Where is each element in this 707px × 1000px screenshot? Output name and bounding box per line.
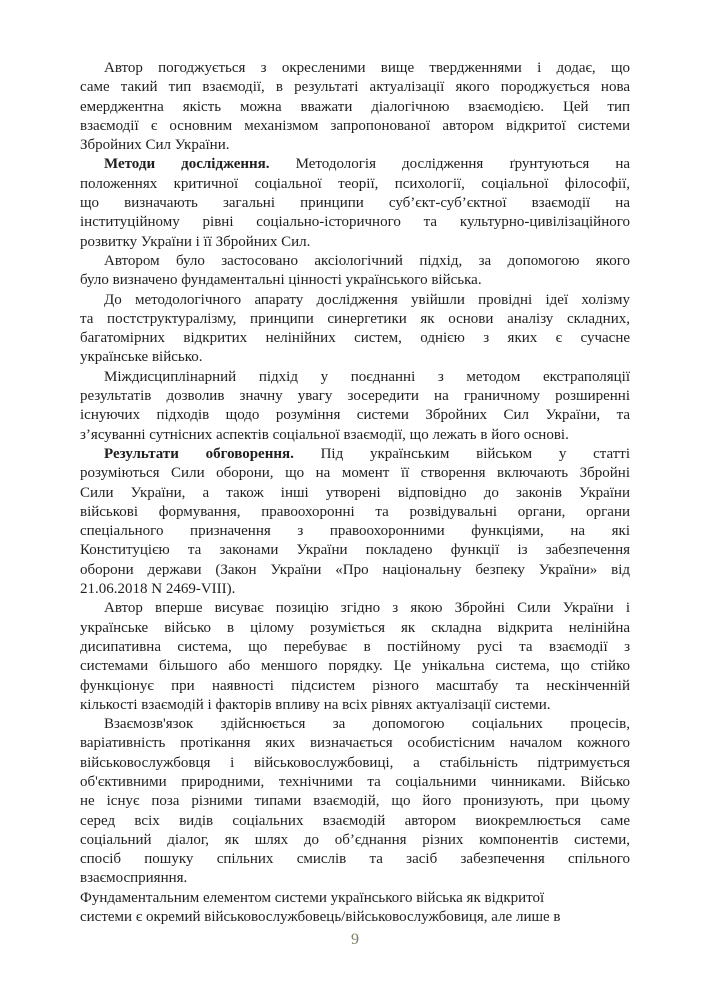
text-line xyxy=(80,869,630,888)
text-line xyxy=(80,213,630,232)
line-text: розуміються Сили оборони, що на момент її створення включають Збройні xyxy=(80,465,630,482)
text-line xyxy=(80,98,630,117)
line-text: кількості взаємодій і факторів впливу на всіх рівнях актуалізації системи. xyxy=(80,696,551,713)
text-line xyxy=(80,619,630,638)
text-line xyxy=(80,599,630,618)
text-line xyxy=(80,696,630,715)
line-text: положеннях критичної соціальної теорії, психології, соціальної філософії, xyxy=(80,175,630,192)
line-text: не існує поза різними типами взаємодій, що його пронизують, при цьому xyxy=(80,793,630,810)
text-line xyxy=(80,464,630,483)
line-text: системи є окремий військовослужбовець/військовослужбовиця, але лише в xyxy=(80,909,561,926)
text-line xyxy=(80,291,630,310)
line-text: спеціального призначення з правоохоронними функціями, на які xyxy=(80,523,630,540)
text-line xyxy=(80,734,630,753)
line-text: функціонує при наявності підсистем різного масштабу та нескінченній xyxy=(80,677,630,694)
line-text: До методологічного апарату дослідження увійшли провідні ідеї холізму xyxy=(104,291,630,308)
line-text: Фундаментальним елементом системи українського війська як відкритої xyxy=(80,889,545,906)
line-text: було визначено фундаментальні цінності українського війська. xyxy=(80,272,482,289)
line-text: Збройних Сил України. xyxy=(80,137,230,154)
text-line xyxy=(80,754,630,773)
line-text: Автором було застосовано аксіологічний підхід, за допомогою якого xyxy=(104,252,630,269)
line-text: спосіб пошуку спільних смислів та засіб забезпечення спільного xyxy=(80,851,630,868)
text-line xyxy=(80,155,630,174)
text-line xyxy=(80,233,630,252)
text-line xyxy=(80,638,630,657)
text-line xyxy=(80,329,630,348)
line-text: Методологія дослідження ґрунтуються на xyxy=(295,156,630,173)
text-line xyxy=(80,503,630,522)
text-line xyxy=(80,889,630,908)
section-heading: Результати обговорення. xyxy=(104,445,294,462)
line-text: з’ясуванні сутнісних аспектів соціальної взаємодії, що лежать в його основі. xyxy=(80,426,569,443)
text-line xyxy=(80,78,630,97)
text-line xyxy=(80,445,630,464)
paragraph xyxy=(80,889,630,928)
text-line xyxy=(80,831,630,850)
line-text: що визначають загальні принципи суб’єкт-суб’єктної взаємодії на xyxy=(80,195,630,212)
line-text: розвитку України і її Збройних Сил. xyxy=(80,233,311,250)
line-text: Взаємозв'язок здійснюється за допомогою соціальних процесів, xyxy=(104,716,630,733)
line-text: Автор погоджується з окресленими вище твердженнями і додає, що xyxy=(104,60,630,76)
line-text: багатомірних відкритих нелінійних систем, однією з яких є сучасне xyxy=(80,330,630,347)
line-text: варіативність протікання яких визначається особистісним началом кожного xyxy=(80,735,630,752)
text-line xyxy=(80,908,630,927)
line-text: Під українським військом у статті xyxy=(320,445,630,462)
text-line xyxy=(80,561,630,580)
line-text: саме такий тип взаємодії, в результаті актуалізації якого породжується нова xyxy=(80,79,630,96)
line-text: українське військо. xyxy=(80,349,203,366)
line-text: військові формування, правоохоронні та розвідувальні органи, органи xyxy=(80,503,630,520)
line-text: соціальний діалог, як шлях до об’єднання різних компонентів системи, xyxy=(80,831,630,848)
line-text: оборони держави (Закон України «Про національну безпеку України» від xyxy=(80,561,630,578)
paragraph xyxy=(80,291,630,368)
text-line xyxy=(80,812,630,831)
line-text: взаємосприяння. xyxy=(80,870,188,887)
text-line xyxy=(80,387,630,406)
line-text: Автор вперше висуває позицію згідно з якою Збройні Сили України і xyxy=(104,600,630,617)
text-line xyxy=(80,310,630,329)
text-line xyxy=(80,715,630,734)
text-line xyxy=(80,677,630,696)
line-text: результатів дозволив значну увагу зосередити на граничному розширенні xyxy=(80,388,630,405)
text-line xyxy=(80,175,630,194)
line-text: емерджентна якість можна вважати діалогічною взаємодією. Цей тип xyxy=(80,98,630,115)
paragraph xyxy=(80,445,630,599)
text-line xyxy=(80,368,630,387)
text-line xyxy=(80,406,630,425)
line-text: серед всіх видів соціальних взаємодій автором виокремлюється саме xyxy=(80,812,630,829)
line-text: військовослужбовця і військовослужбовиці, а стабільність підтримується xyxy=(80,754,630,771)
text-line xyxy=(80,541,630,560)
line-text: 21.06.2018 N 2469-VIII). xyxy=(80,581,236,598)
text-line xyxy=(80,773,630,792)
paragraph xyxy=(80,155,630,251)
line-text: Сили України, а також інші утворені відповідно до законів України xyxy=(80,484,630,501)
text-line xyxy=(80,792,630,811)
text-line xyxy=(80,426,630,445)
text-line xyxy=(80,271,630,290)
page-number: 9 xyxy=(351,931,359,948)
paragraph xyxy=(80,599,630,715)
paragraph xyxy=(80,715,630,889)
text-line xyxy=(80,850,630,869)
paragraph xyxy=(80,59,630,155)
text-line xyxy=(80,580,630,599)
text-line xyxy=(80,59,630,78)
line-text: інституційному рівні соціально-історичного та культурно-цивілізаційного xyxy=(80,214,630,231)
paragraph xyxy=(80,368,630,445)
paragraph xyxy=(80,252,630,291)
text-line xyxy=(80,117,630,136)
text-line xyxy=(80,194,630,213)
text-line xyxy=(80,522,630,541)
line-text: Міждисциплінарний підхід у поєднанні з методом екстраполяції xyxy=(104,368,630,385)
line-text: українське військо в цілому розуміється як складна відкрита нелінійна xyxy=(80,619,630,636)
line-text: дисипативна система, що перебуває в постійному русі та взаємодії з xyxy=(80,638,630,655)
text-line xyxy=(80,348,630,367)
line-text: існуючих підходів щодо розуміння системи Збройних Сил України, та xyxy=(80,407,630,424)
text-line xyxy=(80,484,630,503)
line-text: взаємодії є основним механізмом запропонованої автором відкритої системи xyxy=(80,117,630,134)
article-text-block xyxy=(80,59,630,927)
section-heading: Методи дослідження. xyxy=(104,156,270,173)
line-text: об'єктивними природними, технічними та соціальними чинниками. Військо xyxy=(80,773,630,790)
line-text: та постструктуралізму, принципи синергетики як основи аналізу складних, xyxy=(80,310,630,327)
line-text: Конституцією та законами України покладено функції із забезпечення xyxy=(80,542,630,559)
text-line xyxy=(80,657,630,676)
text-line xyxy=(80,252,630,271)
line-text: системами більшого або меншого порядку. Це унікальна система, що стійко xyxy=(80,658,630,675)
text-line xyxy=(80,136,630,155)
